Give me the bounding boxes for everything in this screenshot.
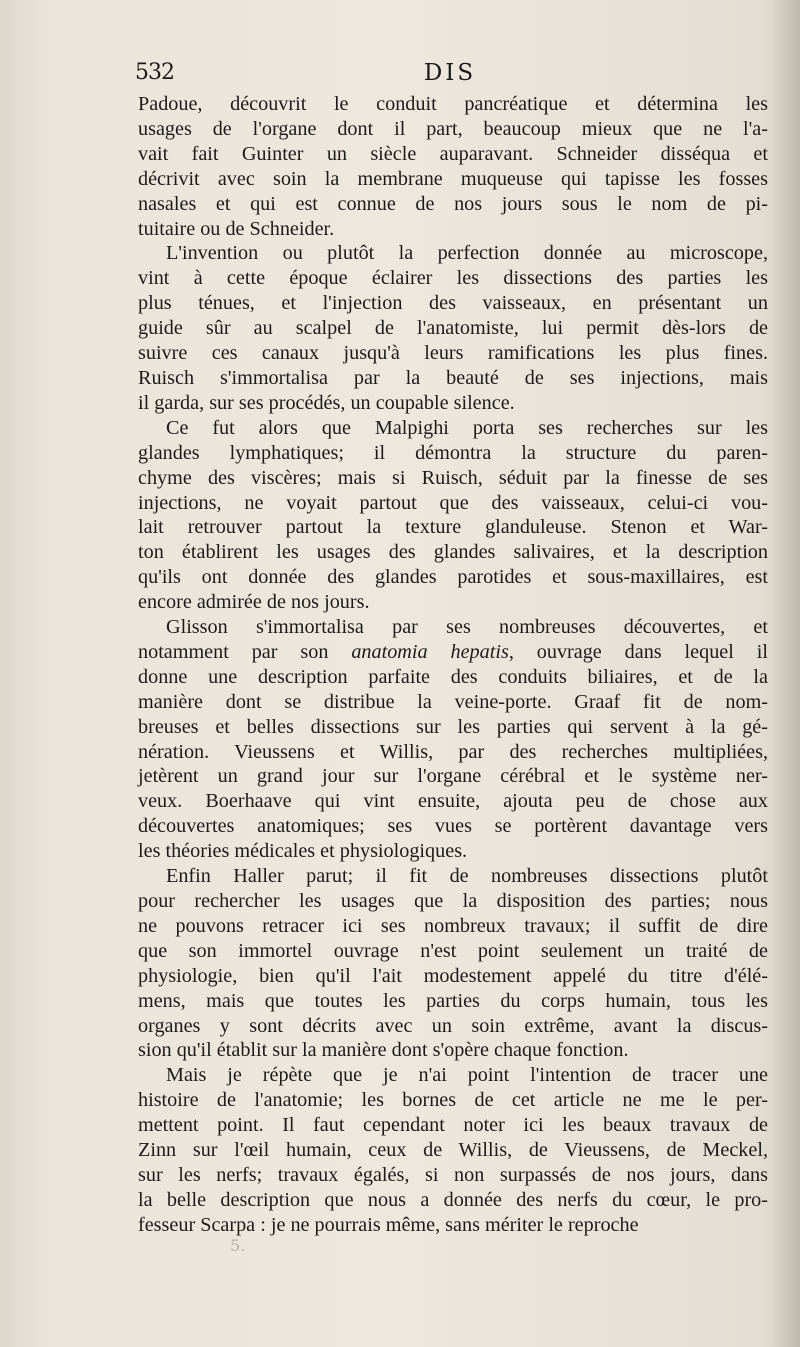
text-line: suivre ces canaux jusqu'à leurs ramifications les plus fines. [138,342,768,365]
signature-mark: 5. [230,1236,246,1255]
text-line: breuses et belles dissections sur les parties qui servent à la gé- [138,715,768,738]
text-line: physiologie, bien qu'il l'ait modestement appelé du titre d'élé- [138,964,768,987]
text-line: Glisson s'immortalisa par ses nombreuses découvertes, et [166,616,768,639]
text-line: Ce fut alors que Malpighi porta ses recherches sur les [166,416,768,439]
text-line: plus ténues, et l'injection des vaisseaux, en présentant un [138,292,768,315]
text-line: organes y sont décrits avec un soin extrême, avant la discus- [138,1014,768,1037]
text-line: que son immortel ouvrage n'est point seulement un traité de [138,939,768,962]
text-line: nasales et qui est connue de nos jours sous le nom de pi- [138,192,768,215]
text-line: usages de l'organe dont il part, beaucoup mieux que ne l'a- [138,117,768,140]
paragraph [138,1063,768,1237]
text-line: nération. Vieussens et Willis, par des recherches multipliées, [138,740,768,763]
body-text [138,92,768,1238]
text-line: mettent point. Il faut cependant noter ici les beaux travaux de [138,1114,768,1137]
paragraph [138,615,768,864]
text-line: fesseur Scarpa : je ne pourrais même, sans mériter le reproche [138,1213,639,1236]
paragraph [138,92,768,241]
text-line: jetèrent un grand jour sur l'organe cérébral et le système ner- [138,765,768,788]
text-line: la belle description que nous a donnée des nerfs du cœur, le pro- [138,1188,768,1211]
text-line: Mais je répète que je n'ai point l'intention de tracer une [166,1064,768,1087]
paragraph [138,416,768,615]
text-line: découvertes anatomiques; ses vues se portèrent davantage vers [138,815,768,838]
text-line: guide sûr au scalpel de l'anatomiste, lui permit dès-lors de [138,317,768,340]
text-line: chyme des viscères; mais si Ruisch, séduit par la finesse de ses [138,466,768,489]
text-line: ne pouvons retracer ici ses nombreux travaux; il suffit de dire [138,914,768,937]
text-line: encore admirée de nos jours. [138,591,370,614]
text-line: tuitaire ou de Schneider. [138,217,335,240]
page-edge-shadow [770,0,800,1347]
text-line: Padoue, découvrit le conduit pancréatique et détermina les [138,93,768,115]
text-line: sion qu'il établit sur la manière dont s'opère chaque fonction. [138,1039,629,1062]
text-line: les théories médicales et physiologiques. [138,840,468,863]
text-line: L'invention ou plutôt la perfection donnée au microscope, [166,242,768,265]
text-line: histoire de l'anatomie; les bornes de cet article ne me le per- [138,1089,768,1112]
text-line: veux. Boerhaave qui vint ensuite, ajouta peu de chose aux [138,790,768,813]
text-line: sur les nerfs; travaux égalés, si non surpassés de nos jours, dans [138,1163,768,1186]
text-line: mens, mais que toutes les parties du corps humain, tous les [138,989,768,1012]
page-header [135,60,765,90]
text-line: vint à cette époque éclairer les dissections des parties les [138,267,768,290]
text-line: qu'ils ont donnée des glandes parotides et sous-maxillaires, est [138,566,768,589]
text-line: manière dont se distribue la veine-porte. Graaf fit de nom- [138,690,768,713]
text-line: ton établirent les usages des glandes salivaires, et la description [138,541,768,564]
page-number: 532 [135,60,174,85]
paragraph [138,864,768,1063]
text-line: Enfin Haller parut; il fit de nombreuses dissections plutôt [166,865,768,888]
text-line: Ruisch s'immortalisa par la beauté de ses injections, mais [138,366,768,389]
text-line: injections, ne voyait partout que des vaisseaux, celui-ci vou- [138,491,768,514]
running-head: DIS [423,60,477,86]
text-line: notamment par son anatomia hepatis, ouvrage dans lequel il [138,640,768,663]
text-line: il garda, sur ses procédés, un coupable silence. [138,391,515,414]
text-line: décrivit avec soin la membrane muqueuse qui tapisse les fosses [138,167,768,190]
italic-title: anatomia hepatis [351,640,509,663]
text-line: glandes lymphatiques; il démontra la structure du paren- [138,441,768,464]
text-line: lait retrouver partout la texture glanduleuse. Stenon et War- [138,516,768,539]
text-line: vait fait Guinter un siècle auparavant. Schneider disséqua et [138,142,768,165]
text-line: donne une description parfaite des conduits biliaires, et de la [138,665,768,688]
text-line: Zinn sur l'œil humain, ceux de Willis, de Vieussens, de Meckel, [138,1139,768,1162]
text-line: pour rechercher les usages que la disposition des parties; nous [138,890,768,912]
paragraph [138,241,768,415]
